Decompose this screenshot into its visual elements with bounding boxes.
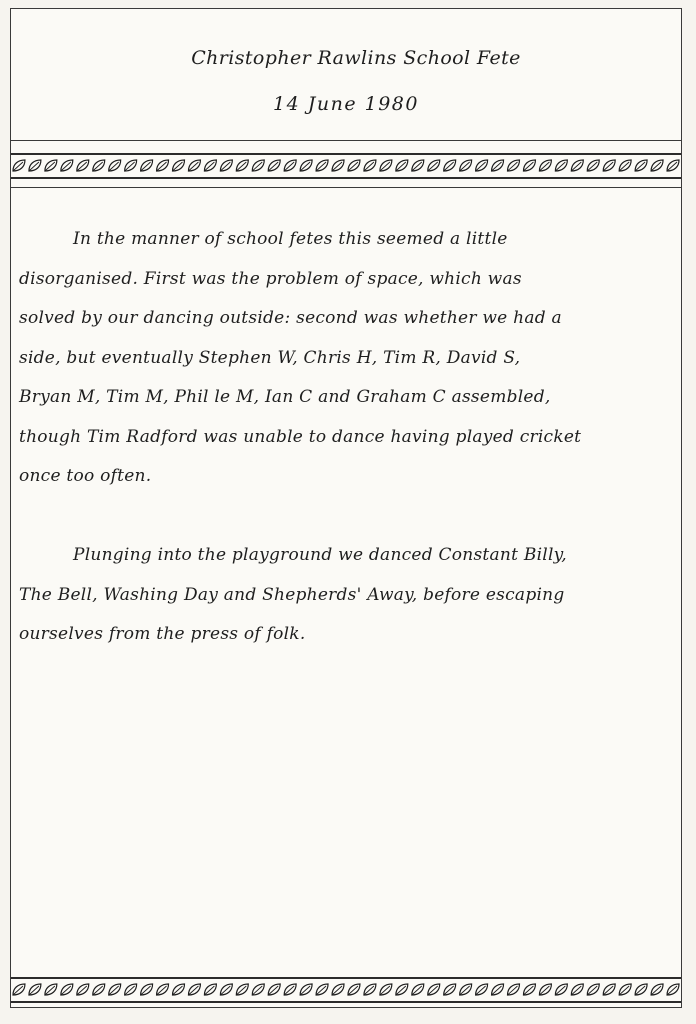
leaf-icon <box>204 160 216 171</box>
leaf-icon <box>476 160 488 171</box>
text-line: disorganised. First was the problem of space, which was <box>19 268 522 289</box>
leaf-icon <box>93 984 105 995</box>
leaf-icon <box>252 984 264 995</box>
leaf-icon <box>651 984 663 995</box>
leaf-icon <box>396 984 408 995</box>
leaf-icon <box>332 160 344 171</box>
header-box <box>11 9 681 141</box>
leaf-icon <box>220 160 232 171</box>
leaf-icon <box>555 160 567 171</box>
leaf-icon <box>619 984 631 995</box>
leaf-icon <box>412 160 424 171</box>
leaf-icon <box>571 160 583 171</box>
decorative-border-bottom <box>11 977 681 1003</box>
leaf-icon <box>523 984 535 995</box>
journal-page <box>10 8 682 1008</box>
leaf-icon <box>220 984 232 995</box>
leaf-icon <box>188 160 200 171</box>
leaf-icon <box>635 160 647 171</box>
leaf-icon <box>364 984 376 995</box>
leaf-icon <box>316 160 328 171</box>
leaf-icon <box>508 984 520 995</box>
leaf-icon <box>284 984 296 995</box>
leaf-icon <box>396 160 408 171</box>
text-line: once too often. <box>19 466 152 486</box>
leaf-icon <box>141 160 153 171</box>
leaf-icon <box>476 984 488 995</box>
text-line: side, but eventually Stephen W, Chris H, Tim R, David S, <box>19 347 521 368</box>
leaf-icon <box>523 160 535 171</box>
leaf-icon <box>300 984 312 995</box>
text-line: In the manner of school fetes this seemed a little <box>73 229 508 249</box>
leaf-icon <box>364 160 376 171</box>
leaf-icon <box>348 160 360 171</box>
leaf-icon <box>61 984 73 995</box>
leaf-icon <box>444 984 456 995</box>
leaf-icon <box>173 160 185 171</box>
leaf-icon <box>268 984 280 995</box>
leaf-icon <box>348 984 360 995</box>
leaf-icon <box>284 160 296 171</box>
leaf-icon <box>412 984 424 995</box>
leaf-icon <box>380 984 392 995</box>
leaf-icon <box>460 160 472 171</box>
paragraph-2 <box>19 536 673 655</box>
decorative-border-top <box>11 153 681 179</box>
leaf-icon <box>555 984 567 995</box>
leaf-icon <box>508 160 520 171</box>
leaf-icon <box>157 160 169 171</box>
leaf-icon <box>109 984 121 995</box>
leaf-icon <box>29 984 41 995</box>
leaf-icon <box>460 984 472 995</box>
page-title: Christopher Rawlins School Fete <box>191 47 521 69</box>
leaf-icon <box>13 984 25 995</box>
leaf-icon <box>268 160 280 171</box>
leaf-icon <box>539 984 551 995</box>
leaf-icon <box>492 984 504 995</box>
leaf-icon <box>316 984 328 995</box>
leaf-icon <box>492 160 504 171</box>
leaf-icon <box>204 984 216 995</box>
leaf-icon <box>188 984 200 995</box>
leaf-icon <box>77 160 89 171</box>
text-line: ourselves from the press of folk. <box>19 624 306 644</box>
text-line: Bryan M, Tim M, Phil le M, Ian C and Graham C assembled, <box>19 387 551 407</box>
leaf-icon <box>539 160 551 171</box>
leaf-icon <box>587 160 599 171</box>
event-date: 14 June 1980 <box>273 93 419 115</box>
leaf-icon <box>61 160 73 171</box>
leaf-icon <box>619 160 631 171</box>
text-line: The Bell, Washing Day and Shepherds' Away, before escaping <box>19 584 565 605</box>
text-line: though Tim Radford was unable to dance having played cricket <box>19 426 582 447</box>
leaf-icon <box>571 984 583 995</box>
leaf-icon <box>444 160 456 171</box>
paragraph-1 <box>19 220 673 497</box>
leaf-icon <box>635 984 647 995</box>
leaf-icon <box>236 160 248 171</box>
leaf-icon <box>125 160 137 171</box>
leaf-icon <box>428 160 440 171</box>
leaf-icon <box>300 160 312 171</box>
leaf-icon <box>587 984 599 995</box>
leaf-icon <box>109 160 121 171</box>
leaf-icon <box>651 160 663 171</box>
leaf-icon <box>173 984 185 995</box>
leaf-icon <box>667 984 679 995</box>
leaf-icon <box>332 984 344 995</box>
leaf-icon <box>141 984 153 995</box>
leaf-border-bottom-icon <box>11 979 681 1001</box>
leaf-icon <box>125 984 137 995</box>
leaf-icon <box>45 160 57 171</box>
leaf-icon <box>77 984 89 995</box>
leaf-icon <box>45 984 57 995</box>
leaf-icon <box>603 160 615 171</box>
leaf-icon <box>252 160 264 171</box>
leaf-icon <box>380 160 392 171</box>
leaf-icon <box>157 984 169 995</box>
leaf-icon <box>236 984 248 995</box>
text-line: Plunging into the playground we danced Constant Billy, <box>73 545 567 565</box>
leaf-icon <box>603 984 615 995</box>
leaf-icon <box>29 160 41 171</box>
leaf-icon <box>93 160 105 171</box>
leaf-border-top-icon <box>11 155 681 177</box>
body-box <box>11 187 681 969</box>
leaf-icon <box>428 984 440 995</box>
text-line: solved by our dancing outside: second was whether we had a <box>19 308 562 328</box>
leaf-icon <box>13 160 25 171</box>
leaf-icon <box>667 160 679 171</box>
